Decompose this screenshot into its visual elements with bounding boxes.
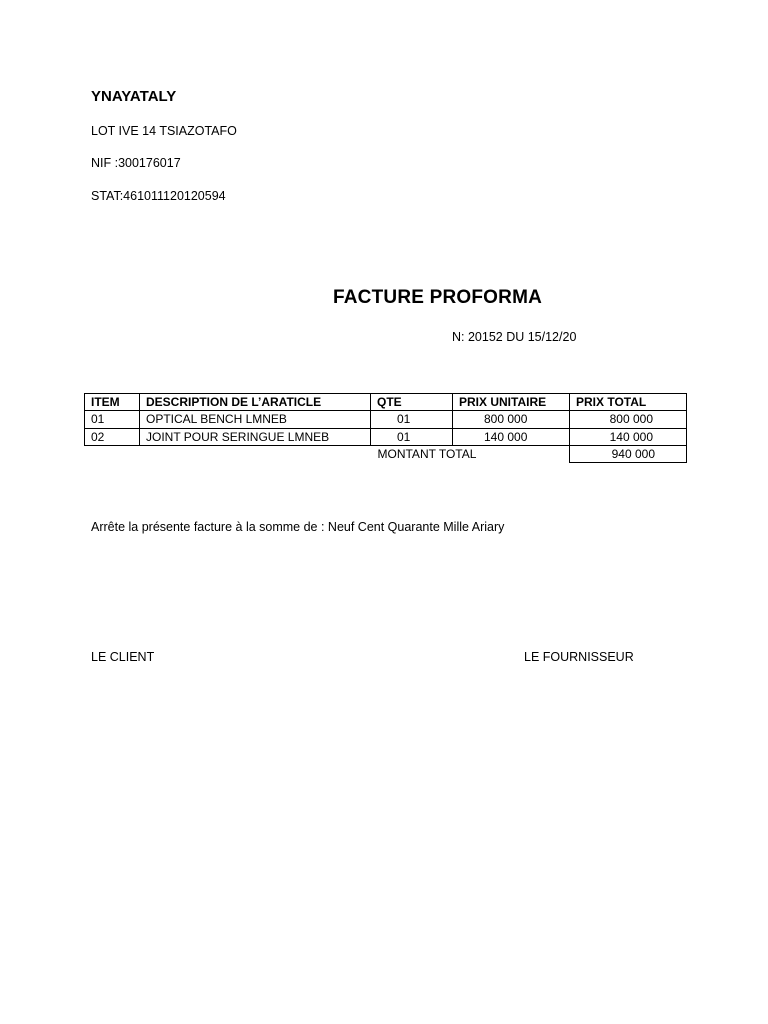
items-table	[84, 393, 687, 463]
row-description: OPTICAL BENCH LMNEB	[140, 411, 371, 429]
company-stat: STAT:461011120120594	[91, 189, 226, 203]
total-label: MONTANT TOTAL	[377, 447, 477, 461]
client-signature-label: LE CLIENT	[91, 650, 155, 664]
table-header-row	[85, 394, 687, 411]
company-nif: NIF :300176017	[91, 156, 181, 170]
header-prix-total: PRIX TOTAL	[570, 394, 687, 411]
table-row	[85, 411, 687, 429]
row-qte: 01	[371, 429, 453, 446]
total-row	[85, 446, 687, 463]
row-prix-total: 800 000	[570, 411, 687, 429]
row-qte: 01	[371, 411, 453, 429]
header-item: ITEM	[85, 394, 140, 411]
company-address: LOT IVE 14 TSIAZOTAFO	[91, 124, 237, 138]
document-title: FACTURE PROFORMA	[333, 287, 543, 308]
invoice-number: N: 20152 DU 15/12/20	[452, 330, 577, 344]
supplier-signature-label: LE FOURNISSEUR	[524, 650, 634, 664]
row-item: 02	[85, 429, 140, 446]
header-description: DESCRIPTION DE L’ARATICLE	[140, 394, 371, 411]
row-prix-unitaire: 800 000	[453, 411, 570, 429]
total-value: 940 000	[570, 446, 687, 463]
header-prix-unitaire: PRIX UNITAIRE	[453, 394, 570, 411]
table-row	[85, 429, 687, 446]
row-prix-unitaire: 140 000	[453, 429, 570, 446]
row-prix-total: 140 000	[570, 429, 687, 446]
company-name: YNAYATALY	[91, 88, 177, 105]
header-qte: QTE	[371, 394, 453, 411]
row-description: JOINT POUR SERINGUE LMNEB	[140, 429, 371, 446]
amount-in-words: Arrête la présente facture à la somme de : Neuf Cent Quarante Mille Ariary	[91, 520, 505, 534]
row-item: 01	[85, 411, 140, 429]
